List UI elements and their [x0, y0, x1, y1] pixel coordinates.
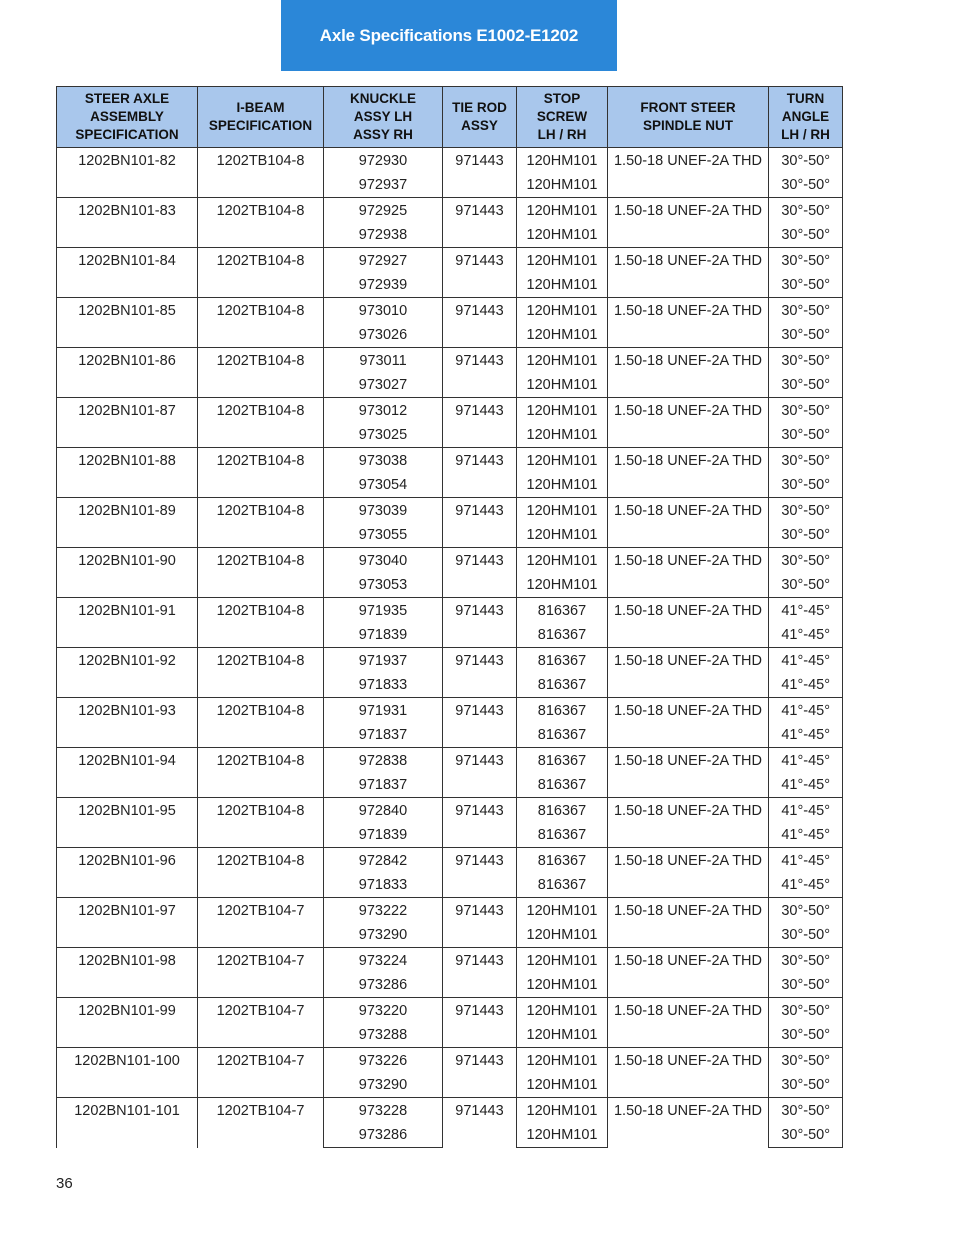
- assembly-spec-cell: 1202BN101-99: [57, 998, 198, 1048]
- knuckle-rh-cell: 971837: [324, 773, 443, 798]
- tie-rod-cell: 971443: [443, 148, 517, 198]
- assembly-spec-cell: 1202BN101-84: [57, 248, 198, 298]
- spindle-nut-cell: 1.50-18 UNEF-2A THD: [608, 298, 769, 348]
- stop-screw-rh-cell: 816367: [517, 773, 608, 798]
- stop-screw-lh-cell: 816367: [517, 798, 608, 824]
- assembly-spec-cell: 1202BN101-85: [57, 298, 198, 348]
- spindle-nut-cell: 1.50-18 UNEF-2A THD: [608, 1098, 769, 1148]
- table-row: [57, 148, 843, 174]
- turn-angle-lh-cell: 30°-50°: [769, 148, 843, 174]
- knuckle-rh-cell: 971837: [324, 723, 443, 748]
- turn-angle-lh-cell: 30°-50°: [769, 348, 843, 374]
- table-row: [57, 398, 843, 424]
- stop-screw-rh-cell: 120HM101: [517, 1023, 608, 1048]
- knuckle-rh-cell: 971839: [324, 623, 443, 648]
- spindle-nut-cell: 1.50-18 UNEF-2A THD: [608, 498, 769, 548]
- tie-rod-cell: 971443: [443, 848, 517, 898]
- spindle-nut-cell: 1.50-18 UNEF-2A THD: [608, 1048, 769, 1098]
- stop-screw-rh-cell: 816367: [517, 823, 608, 848]
- table-row: [57, 898, 843, 924]
- turn-angle-rh-cell: 30°-50°: [769, 1073, 843, 1098]
- table-row: [57, 498, 843, 524]
- knuckle-lh-cell: 973220: [324, 998, 443, 1024]
- tie-rod-cell: 971443: [443, 198, 517, 248]
- column-header: TIE ROD ASSY: [443, 87, 517, 148]
- spindle-nut-cell: 1.50-18 UNEF-2A THD: [608, 598, 769, 648]
- table-row: [57, 248, 843, 274]
- tie-rod-cell: 971443: [443, 248, 517, 298]
- turn-angle-lh-cell: 30°-50°: [769, 948, 843, 974]
- tie-rod-cell: 971443: [443, 948, 517, 998]
- ibeam-spec-cell: 1202TB104-8: [198, 448, 324, 498]
- turn-angle-rh-cell: 30°-50°: [769, 973, 843, 998]
- turn-angle-rh-cell: 41°-45°: [769, 773, 843, 798]
- knuckle-lh-cell: 971935: [324, 598, 443, 624]
- turn-angle-lh-cell: 41°-45°: [769, 848, 843, 874]
- stop-screw-lh-cell: 120HM101: [517, 898, 608, 924]
- turn-angle-lh-cell: 30°-50°: [769, 548, 843, 574]
- tie-rod-cell: 971443: [443, 698, 517, 748]
- turn-angle-lh-cell: 30°-50°: [769, 198, 843, 224]
- stop-screw-lh-cell: 816367: [517, 848, 608, 874]
- spindle-nut-cell: 1.50-18 UNEF-2A THD: [608, 548, 769, 598]
- turn-angle-lh-cell: 30°-50°: [769, 298, 843, 324]
- stop-screw-rh-cell: 120HM101: [517, 523, 608, 548]
- spindle-nut-cell: 1.50-18 UNEF-2A THD: [608, 248, 769, 298]
- ibeam-spec-cell: 1202TB104-7: [198, 1048, 324, 1098]
- table-row: [57, 1048, 843, 1074]
- spindle-nut-cell: 1.50-18 UNEF-2A THD: [608, 948, 769, 998]
- turn-angle-rh-cell: 30°-50°: [769, 1023, 843, 1048]
- stop-screw-lh-cell: 120HM101: [517, 948, 608, 974]
- stop-screw-rh-cell: 120HM101: [517, 973, 608, 998]
- spindle-nut-cell: 1.50-18 UNEF-2A THD: [608, 148, 769, 198]
- column-header: FRONT STEER SPINDLE NUT: [608, 87, 769, 148]
- assembly-spec-cell: 1202BN101-83: [57, 198, 198, 248]
- knuckle-lh-cell: 973011: [324, 348, 443, 374]
- tie-rod-cell: 971443: [443, 448, 517, 498]
- turn-angle-rh-cell: 30°-50°: [769, 173, 843, 198]
- tie-rod-cell: 971443: [443, 648, 517, 698]
- table-row: [57, 598, 843, 624]
- knuckle-rh-cell: 972937: [324, 173, 443, 198]
- knuckle-rh-cell: 973288: [324, 1023, 443, 1048]
- turn-angle-lh-cell: 30°-50°: [769, 498, 843, 524]
- assembly-spec-cell: 1202BN101-90: [57, 548, 198, 598]
- stop-screw-rh-cell: 120HM101: [517, 373, 608, 398]
- spindle-nut-cell: 1.50-18 UNEF-2A THD: [608, 448, 769, 498]
- ibeam-spec-cell: 1202TB104-8: [198, 698, 324, 748]
- stop-screw-rh-cell: 120HM101: [517, 573, 608, 598]
- turn-angle-rh-cell: 30°-50°: [769, 273, 843, 298]
- knuckle-lh-cell: 971937: [324, 648, 443, 674]
- stop-screw-rh-cell: 120HM101: [517, 323, 608, 348]
- assembly-spec-cell: 1202BN101-88: [57, 448, 198, 498]
- ibeam-spec-cell: 1202TB104-8: [198, 248, 324, 298]
- stop-screw-rh-cell: 816367: [517, 723, 608, 748]
- spindle-nut-cell: 1.50-18 UNEF-2A THD: [608, 848, 769, 898]
- page-title-banner: [281, 0, 617, 71]
- turn-angle-lh-cell: 30°-50°: [769, 448, 843, 474]
- turn-angle-rh-cell: 41°-45°: [769, 623, 843, 648]
- ibeam-spec-cell: 1202TB104-7: [198, 898, 324, 948]
- knuckle-lh-cell: 973222: [324, 898, 443, 924]
- page-title: Axle Specifications E1002-E1202: [319, 25, 579, 45]
- tie-rod-cell: 971443: [443, 548, 517, 598]
- stop-screw-rh-cell: 816367: [517, 673, 608, 698]
- spindle-nut-cell: 1.50-18 UNEF-2A THD: [608, 998, 769, 1048]
- tie-rod-cell: 971443: [443, 898, 517, 948]
- table-row: [57, 798, 843, 824]
- stop-screw-lh-cell: 120HM101: [517, 398, 608, 424]
- table-row: [57, 548, 843, 574]
- ibeam-spec-cell: 1202TB104-8: [198, 398, 324, 448]
- turn-angle-lh-cell: 30°-50°: [769, 898, 843, 924]
- stop-screw-lh-cell: 120HM101: [517, 1098, 608, 1124]
- column-header: I-BEAM SPECIFICATION: [198, 87, 324, 148]
- column-header: TURN ANGLE LH / RH: [769, 87, 843, 148]
- tie-rod-cell: 971443: [443, 498, 517, 548]
- assembly-spec-cell: 1202BN101-93: [57, 698, 198, 748]
- assembly-spec-cell: 1202BN101-86: [57, 348, 198, 398]
- assembly-spec-cell: 1202BN101-92: [57, 648, 198, 698]
- stop-screw-lh-cell: 120HM101: [517, 198, 608, 224]
- ibeam-spec-cell: 1202TB104-8: [198, 848, 324, 898]
- table-row: [57, 698, 843, 724]
- knuckle-lh-cell: 972838: [324, 748, 443, 774]
- spindle-nut-cell: 1.50-18 UNEF-2A THD: [608, 698, 769, 748]
- assembly-spec-cell: 1202BN101-82: [57, 148, 198, 198]
- spindle-nut-cell: 1.50-18 UNEF-2A THD: [608, 898, 769, 948]
- assembly-spec-cell: 1202BN101-94: [57, 748, 198, 798]
- knuckle-rh-cell: 973290: [324, 923, 443, 948]
- knuckle-lh-cell: 972925: [324, 198, 443, 224]
- ibeam-spec-cell: 1202TB104-8: [198, 748, 324, 798]
- knuckle-lh-cell: 973224: [324, 948, 443, 974]
- turn-angle-lh-cell: 30°-50°: [769, 1098, 843, 1124]
- stop-screw-lh-cell: 120HM101: [517, 998, 608, 1024]
- table-row: [57, 198, 843, 224]
- ibeam-spec-cell: 1202TB104-8: [198, 548, 324, 598]
- stop-screw-lh-cell: 120HM101: [517, 148, 608, 174]
- table-row: [57, 298, 843, 324]
- knuckle-lh-cell: 973010: [324, 298, 443, 324]
- knuckle-rh-cell: 971833: [324, 873, 443, 898]
- stop-screw-rh-cell: 120HM101: [517, 1123, 608, 1148]
- stop-screw-rh-cell: 120HM101: [517, 423, 608, 448]
- assembly-spec-cell: 1202BN101-96: [57, 848, 198, 898]
- stop-screw-rh-cell: 120HM101: [517, 173, 608, 198]
- assembly-spec-cell: 1202BN101-101: [57, 1098, 198, 1148]
- spindle-nut-cell: 1.50-18 UNEF-2A THD: [608, 198, 769, 248]
- knuckle-rh-cell: 971833: [324, 673, 443, 698]
- knuckle-lh-cell: 973040: [324, 548, 443, 574]
- stop-screw-lh-cell: 120HM101: [517, 498, 608, 524]
- knuckle-lh-cell: 972840: [324, 798, 443, 824]
- spindle-nut-cell: 1.50-18 UNEF-2A THD: [608, 748, 769, 798]
- ibeam-spec-cell: 1202TB104-8: [198, 648, 324, 698]
- knuckle-lh-cell: 972930: [324, 148, 443, 174]
- stop-screw-lh-cell: 120HM101: [517, 448, 608, 474]
- turn-angle-lh-cell: 41°-45°: [769, 748, 843, 774]
- ibeam-spec-cell: 1202TB104-8: [198, 798, 324, 848]
- column-header: STOP SCREW LH / RH: [517, 87, 608, 148]
- ibeam-spec-cell: 1202TB104-8: [198, 298, 324, 348]
- stop-screw-lh-cell: 816367: [517, 748, 608, 774]
- turn-angle-rh-cell: 30°-50°: [769, 373, 843, 398]
- knuckle-lh-cell: 973226: [324, 1048, 443, 1074]
- assembly-spec-cell: 1202BN101-98: [57, 948, 198, 998]
- assembly-spec-cell: 1202BN101-87: [57, 398, 198, 448]
- tie-rod-cell: 971443: [443, 598, 517, 648]
- turn-angle-rh-cell: 41°-45°: [769, 723, 843, 748]
- stop-screw-lh-cell: 816367: [517, 598, 608, 624]
- knuckle-rh-cell: 973286: [324, 973, 443, 998]
- stop-screw-lh-cell: 120HM101: [517, 1048, 608, 1074]
- knuckle-rh-cell: 973286: [324, 1123, 443, 1148]
- column-header: KNUCKLE ASSY LH ASSY RH: [324, 87, 443, 148]
- table-row: [57, 848, 843, 874]
- turn-angle-lh-cell: 30°-50°: [769, 1048, 843, 1074]
- turn-angle-lh-cell: 41°-45°: [769, 598, 843, 624]
- knuckle-rh-cell: 972938: [324, 223, 443, 248]
- turn-angle-rh-cell: 30°-50°: [769, 323, 843, 348]
- turn-angle-lh-cell: 41°-45°: [769, 698, 843, 724]
- turn-angle-rh-cell: 30°-50°: [769, 223, 843, 248]
- spindle-nut-cell: 1.50-18 UNEF-2A THD: [608, 398, 769, 448]
- knuckle-lh-cell: 973039: [324, 498, 443, 524]
- stop-screw-lh-cell: 816367: [517, 698, 608, 724]
- ibeam-spec-cell: 1202TB104-7: [198, 998, 324, 1048]
- tie-rod-cell: 971443: [443, 298, 517, 348]
- table-body: [57, 148, 843, 1148]
- knuckle-rh-cell: 971839: [324, 823, 443, 848]
- turn-angle-rh-cell: 30°-50°: [769, 523, 843, 548]
- table-row: [57, 748, 843, 774]
- turn-angle-lh-cell: 30°-50°: [769, 398, 843, 424]
- turn-angle-rh-cell: 30°-50°: [769, 923, 843, 948]
- turn-angle-lh-cell: 41°-45°: [769, 648, 843, 674]
- tie-rod-cell: 971443: [443, 348, 517, 398]
- turn-angle-rh-cell: 41°-45°: [769, 673, 843, 698]
- knuckle-rh-cell: 973055: [324, 523, 443, 548]
- tie-rod-cell: 971443: [443, 398, 517, 448]
- table-row: [57, 948, 843, 974]
- knuckle-rh-cell: 973053: [324, 573, 443, 598]
- ibeam-spec-cell: 1202TB104-8: [198, 348, 324, 398]
- stop-screw-lh-cell: 120HM101: [517, 348, 608, 374]
- turn-angle-rh-cell: 30°-50°: [769, 1123, 843, 1148]
- tie-rod-cell: 971443: [443, 1098, 517, 1148]
- knuckle-lh-cell: 973228: [324, 1098, 443, 1124]
- ibeam-spec-cell: 1202TB104-7: [198, 1098, 324, 1148]
- table-row: [57, 1098, 843, 1124]
- turn-angle-rh-cell: 41°-45°: [769, 823, 843, 848]
- assembly-spec-cell: 1202BN101-95: [57, 798, 198, 848]
- column-header: STEER AXLE ASSEMBLY SPECIFICATION: [57, 87, 198, 148]
- ibeam-spec-cell: 1202TB104-7: [198, 948, 324, 998]
- turn-angle-rh-cell: 30°-50°: [769, 423, 843, 448]
- stop-screw-lh-cell: 120HM101: [517, 248, 608, 274]
- ibeam-spec-cell: 1202TB104-8: [198, 198, 324, 248]
- spindle-nut-cell: 1.50-18 UNEF-2A THD: [608, 798, 769, 848]
- stop-screw-lh-cell: 120HM101: [517, 548, 608, 574]
- turn-angle-lh-cell: 41°-45°: [769, 798, 843, 824]
- knuckle-rh-cell: 973290: [324, 1073, 443, 1098]
- assembly-spec-cell: 1202BN101-97: [57, 898, 198, 948]
- stop-screw-rh-cell: 120HM101: [517, 223, 608, 248]
- ibeam-spec-cell: 1202TB104-8: [198, 498, 324, 548]
- ibeam-spec-cell: 1202TB104-8: [198, 598, 324, 648]
- turn-angle-rh-cell: 30°-50°: [769, 573, 843, 598]
- assembly-spec-cell: 1202BN101-89: [57, 498, 198, 548]
- table-row: [57, 998, 843, 1024]
- knuckle-lh-cell: 972927: [324, 248, 443, 274]
- stop-screw-rh-cell: 816367: [517, 873, 608, 898]
- turn-angle-lh-cell: 30°-50°: [769, 248, 843, 274]
- tie-rod-cell: 971443: [443, 798, 517, 848]
- knuckle-lh-cell: 972842: [324, 848, 443, 874]
- page-number: 36: [56, 1175, 73, 1192]
- stop-screw-rh-cell: 816367: [517, 623, 608, 648]
- spindle-nut-cell: 1.50-18 UNEF-2A THD: [608, 648, 769, 698]
- tie-rod-cell: 971443: [443, 998, 517, 1048]
- stop-screw-rh-cell: 120HM101: [517, 273, 608, 298]
- knuckle-rh-cell: 973054: [324, 473, 443, 498]
- turn-angle-lh-cell: 30°-50°: [769, 998, 843, 1024]
- knuckle-rh-cell: 973026: [324, 323, 443, 348]
- table-row: [57, 648, 843, 674]
- knuckle-rh-cell: 973027: [324, 373, 443, 398]
- stop-screw-rh-cell: 120HM101: [517, 923, 608, 948]
- knuckle-rh-cell: 973025: [324, 423, 443, 448]
- table-row: [57, 448, 843, 474]
- table-row: [57, 348, 843, 374]
- knuckle-lh-cell: 971931: [324, 698, 443, 724]
- tie-rod-cell: 971443: [443, 1048, 517, 1098]
- assembly-spec-cell: 1202BN101-91: [57, 598, 198, 648]
- tie-rod-cell: 971443: [443, 748, 517, 798]
- stop-screw-rh-cell: 120HM101: [517, 473, 608, 498]
- assembly-spec-cell: 1202BN101-100: [57, 1048, 198, 1098]
- ibeam-spec-cell: 1202TB104-8: [198, 148, 324, 198]
- turn-angle-rh-cell: 41°-45°: [769, 873, 843, 898]
- stop-screw-lh-cell: 120HM101: [517, 298, 608, 324]
- stop-screw-lh-cell: 816367: [517, 648, 608, 674]
- knuckle-lh-cell: 973012: [324, 398, 443, 424]
- stop-screw-rh-cell: 120HM101: [517, 1073, 608, 1098]
- axle-spec-table: [56, 86, 843, 1148]
- table-header-row: [57, 87, 843, 148]
- knuckle-rh-cell: 972939: [324, 273, 443, 298]
- knuckle-lh-cell: 973038: [324, 448, 443, 474]
- spindle-nut-cell: 1.50-18 UNEF-2A THD: [608, 348, 769, 398]
- turn-angle-rh-cell: 30°-50°: [769, 473, 843, 498]
